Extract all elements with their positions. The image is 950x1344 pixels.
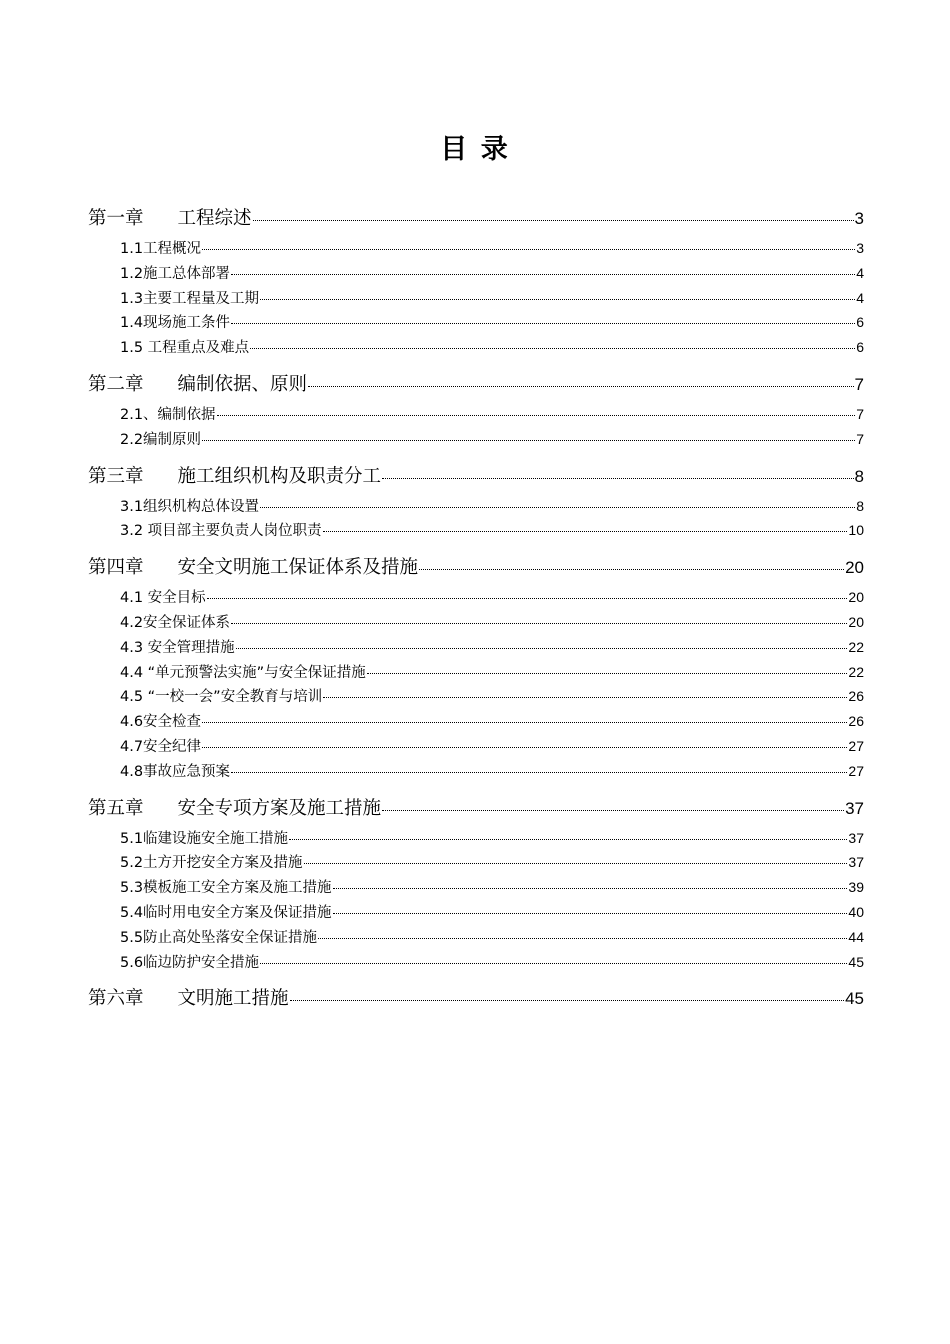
dot-leader [260,297,855,299]
section-page-number: 4 [856,264,864,281]
spacer [88,452,864,458]
chapter-number: 第五章 [88,797,144,819]
dot-leader [231,272,855,274]
toc-section-entry[interactable] [88,850,864,875]
section-title: 1.2施工总体部署 [120,265,231,282]
toc-section-entry[interactable] [88,402,864,427]
section-title: 4.7安全纪律 [120,738,202,755]
section-title: 4.5 “一校一会”安全教育与培训 [120,689,323,706]
toc-section-entry[interactable] [88,236,864,261]
section-page-number: 8 [856,497,864,514]
section-title: 2.1、编制依据 [120,406,216,423]
toc-section-entry[interactable] [88,610,864,635]
chapter-page-number: 8 [854,466,864,486]
toc-section-entry[interactable] [88,925,864,950]
section-page-number: 4 [856,289,864,306]
chapter-page-number: 20 [845,558,864,578]
section-title: 5.3模板施工安全方案及施工措施 [120,880,332,897]
section-page-number: 20 [848,589,864,606]
dot-leader [367,671,848,673]
dot-leader [333,887,848,889]
dot-leader [250,347,855,349]
section-page-number: 39 [848,879,864,896]
toc-section-entry[interactable] [88,635,864,660]
chapter-title: 文明施工措施 [177,988,289,1010]
dot-leader [231,322,855,324]
section-title: 5.5防止高处坠落安全保证措施 [120,929,318,946]
section-title: 4.2安全保证体系 [120,614,231,631]
section-page-number: 7 [856,405,864,422]
section-title: 5.6临边防护安全措施 [120,954,260,971]
toc-section-entry[interactable] [88,427,864,452]
section-page-number: 26 [848,713,864,730]
toc-chapter-entry[interactable] [88,551,864,585]
chapter-title: 安全专项方案及施工措施 [177,797,382,819]
section-page-number: 26 [848,688,864,705]
dot-leader [318,936,847,938]
section-page-number: 22 [848,638,864,655]
section-title: 2.2编制原则 [120,431,202,448]
dot-leader [419,567,844,570]
dot-leader [290,998,845,1001]
toc-section-entry[interactable] [88,585,864,610]
section-page-number: 45 [848,953,864,970]
dot-leader [333,912,848,914]
dot-leader [207,597,848,599]
chapter-page-number: 7 [854,374,864,394]
dot-leader [217,414,856,416]
dot-leader [308,384,854,387]
toc-chapter-entry[interactable] [88,460,864,494]
section-page-number: 27 [848,762,864,779]
toc-section-entry[interactable] [88,759,864,784]
section-title: 1.1工程概况 [120,241,202,257]
section-title: 3.1组织机构总体设置 [120,498,260,515]
section-title: 1.5 工程重点及难点 [120,340,250,357]
toc-chapter-entry[interactable] [88,792,864,826]
toc-section-entry[interactable] [88,826,864,851]
chapter-heading [88,792,381,826]
chapter-number: 第六章 [88,988,144,1010]
section-page-number: 20 [848,613,864,630]
chapter-number: 第四章 [88,557,144,579]
section-title: 4.6安全检查 [120,714,202,731]
section-page-number: 6 [856,339,864,356]
chapter-title: 施工组织机构及职责分工 [177,465,382,487]
chapter-heading [88,982,289,1016]
chapter-heading [88,460,381,494]
section-page-number: 6 [856,314,864,331]
toc-section-entry[interactable] [88,261,864,286]
chapter-title: 安全文明施工保证体系及措施 [177,557,419,579]
toc-chapter-entry[interactable] [88,368,864,402]
table-of-contents [88,200,864,1016]
chapter-number: 第一章 [88,208,144,229]
chapter-page-number: 45 [845,989,864,1009]
section-page-number: 3 [856,240,864,256]
toc-section-entry[interactable] [88,494,864,519]
dot-leader [253,218,854,221]
dot-leader [260,961,847,963]
toc-section-entry[interactable] [88,734,864,759]
section-title: 5.2土方开挖安全方案及措施 [120,855,303,872]
section-title: 4.8事故应急预案 [120,763,231,780]
section-title: 5.1临建设施安全施工措施 [120,830,289,847]
section-page-number: 37 [848,854,864,871]
page-title: 目 录 [440,134,510,165]
toc-section-entry[interactable] [88,900,864,925]
chapter-page-number: 3 [854,209,864,228]
section-title: 4.1 安全目标 [120,590,206,607]
section-title: 4.3 安全管理措施 [120,639,235,656]
chapter-heading [88,551,418,585]
dot-leader [289,837,847,839]
chapter-page-number: 37 [845,798,864,818]
dot-leader [323,696,847,698]
dot-leader [231,622,847,624]
section-title: 1.4现场施工条件 [120,315,231,332]
toc-chapter-entry[interactable] [88,202,864,236]
section-page-number: 7 [856,430,864,447]
dot-leader [231,770,847,772]
toc-section-entry[interactable] [88,875,864,900]
toc-section-entry[interactable] [88,709,864,734]
section-title: 1.3主要工程量及工期 [120,290,260,307]
toc-section-entry[interactable] [88,660,864,685]
chapter-number: 第二章 [88,373,144,395]
section-page-number: 40 [848,903,864,920]
section-title: 3.2 项目部主要负责人岗位职责 [120,523,322,540]
toc-section-entry[interactable] [88,310,864,335]
section-page-number: 44 [848,928,864,945]
toc-section-entry[interactable] [88,286,864,311]
chapter-heading [88,368,307,402]
toc-section-entry[interactable] [88,335,864,360]
section-page-number: 27 [848,737,864,754]
dot-leader [304,862,848,864]
dot-leader [202,721,847,723]
dot-leader [382,476,854,479]
section-page-number: 22 [848,663,864,680]
section-page-number: 37 [848,829,864,846]
chapter-number: 第三章 [88,465,144,487]
toc-chapter-entry[interactable] [88,982,864,1016]
section-title: 5.4临时用电安全方案及保证措施 [120,904,332,921]
dot-leader [323,530,848,532]
chapter-title: 编制依据、原则 [177,373,308,395]
toc-section-entry[interactable] [88,684,864,709]
section-title: 4.4 “单元预警法实施”与安全保证措施 [120,664,366,681]
dot-leader [382,808,844,811]
dot-leader [202,746,847,748]
dot-leader [202,438,855,440]
dot-leader [260,505,855,507]
section-page-number: 10 [848,522,864,539]
toc-section-entry[interactable] [88,518,864,543]
chapter-heading [88,202,252,236]
toc-section-entry[interactable] [88,950,864,975]
dot-leader [202,248,855,250]
dot-leader [236,646,848,648]
chapter-title: 工程综述 [177,208,252,229]
